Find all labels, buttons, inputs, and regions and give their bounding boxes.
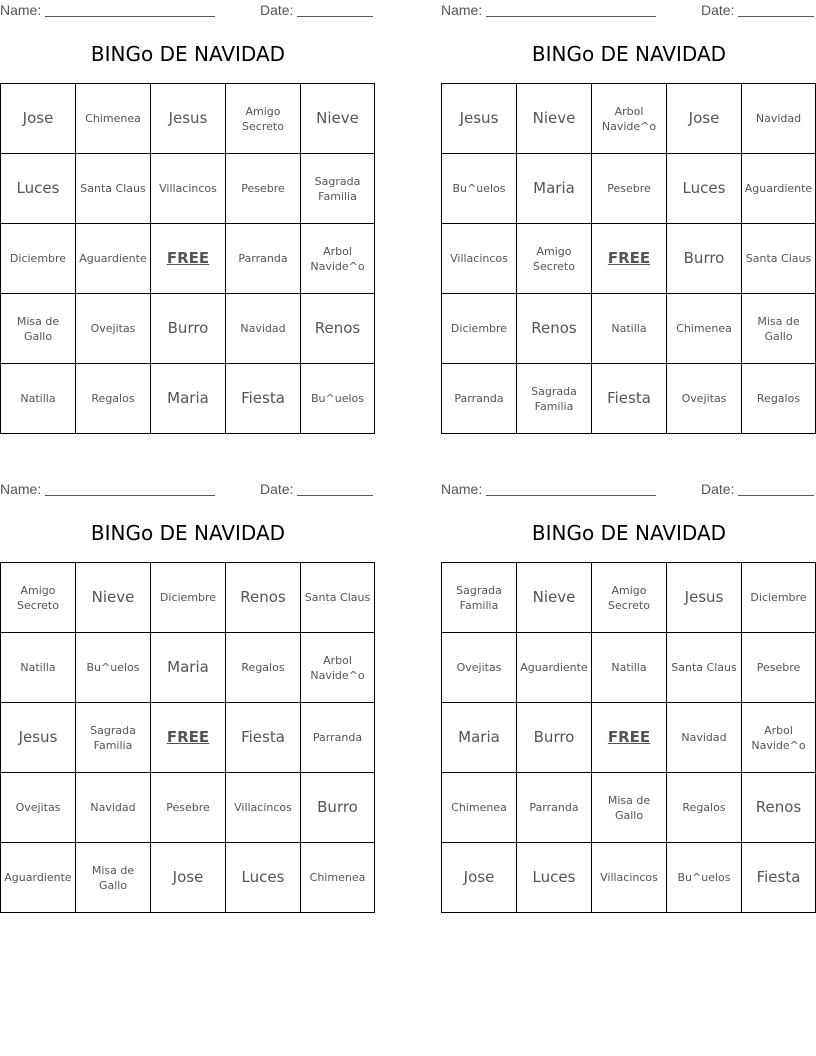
bingo-cell[interactable]: Sagrada Familia bbox=[517, 364, 592, 434]
date-blank-line[interactable] bbox=[297, 2, 373, 17]
bingo-cell[interactable]: Fiesta bbox=[592, 364, 667, 434]
name-blank-line[interactable] bbox=[45, 2, 215, 17]
name-label: Name: bbox=[0, 2, 42, 18]
bingo-cell[interactable]: Arbol Navide^o bbox=[592, 84, 667, 154]
bingo-cell[interactable]: Maria bbox=[442, 703, 517, 773]
bingo-cell[interactable]: Aguardiente bbox=[76, 224, 151, 294]
date-blank-line[interactable] bbox=[297, 481, 373, 496]
bingo-grid bbox=[0, 83, 375, 434]
bingo-cell[interactable]: Bu^uelos bbox=[76, 633, 151, 703]
bingo-cell[interactable]: Bu^uelos bbox=[301, 364, 375, 434]
bingo-cell[interactable]: Maria bbox=[151, 633, 226, 703]
bingo-card-4 bbox=[441, 479, 816, 919]
bingo-cell[interactable]: Sagrada Familia bbox=[442, 563, 517, 633]
name-blank-line[interactable] bbox=[486, 2, 656, 17]
bingo-cell[interactable]: Navidad bbox=[742, 84, 816, 154]
date-label: Date: bbox=[701, 2, 735, 18]
date-field bbox=[701, 2, 814, 18]
bingo-cell[interactable]: Ovejitas bbox=[1, 773, 76, 843]
bingo-cell[interactable]: Villacincos bbox=[226, 773, 301, 843]
bingo-cell[interactable]: Jose bbox=[667, 84, 742, 154]
bingo-cell[interactable]: Aguardiente bbox=[517, 633, 592, 703]
bingo-cell[interactable]: Misa de Gallo bbox=[1, 294, 76, 364]
date-field bbox=[260, 2, 373, 18]
bingo-card-1 bbox=[0, 0, 376, 440]
date-blank-line[interactable] bbox=[738, 2, 814, 17]
bingo-cell[interactable]: Maria bbox=[517, 154, 592, 224]
name-blank-line[interactable] bbox=[45, 481, 215, 496]
bingo-cell[interactable]: Parranda bbox=[442, 364, 517, 434]
bingo-cell[interactable]: Natilla bbox=[1, 633, 76, 703]
bingo-cell[interactable]: Jose bbox=[1, 84, 76, 154]
bingo-cell[interactable]: Misa de Gallo bbox=[592, 773, 667, 843]
bingo-cell[interactable]: Chimenea bbox=[301, 843, 375, 913]
bingo-cell[interactable]: Arbol Navide^o bbox=[301, 224, 375, 294]
bingo-cell[interactable]: Renos bbox=[226, 563, 301, 633]
bingo-cell[interactable]: Nieve bbox=[301, 84, 375, 154]
bingo-cell[interactable]: Natilla bbox=[592, 294, 667, 364]
bingo-cell[interactable]: Santa Claus bbox=[76, 154, 151, 224]
date-field bbox=[260, 481, 373, 497]
bingo-cell[interactable]: Diciembre bbox=[442, 294, 517, 364]
name-label: Name: bbox=[441, 481, 483, 497]
bingo-cell[interactable]: Parranda bbox=[301, 703, 375, 773]
bingo-cell[interactable]: Natilla bbox=[1, 364, 76, 434]
bingo-cell[interactable]: Aguardiente bbox=[742, 154, 816, 224]
bingo-cell[interactable]: Nieve bbox=[517, 84, 592, 154]
date-label: Date: bbox=[260, 2, 294, 18]
bingo-cell[interactable]: Ovejitas bbox=[667, 364, 742, 434]
bingo-cell[interactable]: Natilla bbox=[592, 633, 667, 703]
card-title: BINGo DE NAVIDAD bbox=[531, 521, 727, 545]
bingo-cell[interactable]: Burro bbox=[151, 294, 226, 364]
bingo-cell[interactable]: Misa de Gallo bbox=[76, 843, 151, 913]
name-field bbox=[441, 481, 656, 497]
free-space-cell[interactable]: FREE bbox=[592, 224, 667, 294]
bingo-cell[interactable]: Luces bbox=[1, 154, 76, 224]
bingo-cell[interactable]: Jesus bbox=[442, 84, 517, 154]
card-title: BINGo DE NAVIDAD bbox=[531, 42, 727, 66]
bingo-cell[interactable]: Regalos bbox=[76, 364, 151, 434]
date-label: Date: bbox=[260, 481, 294, 497]
bingo-cell[interactable]: Renos bbox=[301, 294, 375, 364]
bingo-card-2 bbox=[441, 0, 816, 440]
bingo-cell[interactable]: Ovejitas bbox=[76, 294, 151, 364]
bingo-cell[interactable]: Parranda bbox=[226, 224, 301, 294]
bingo-cell[interactable]: Sagrada Familia bbox=[76, 703, 151, 773]
bingo-cell[interactable]: Pesebre bbox=[742, 633, 816, 703]
date-label: Date: bbox=[701, 481, 735, 497]
bingo-card-3 bbox=[0, 479, 376, 919]
bingo-cell[interactable]: Jesus bbox=[151, 84, 226, 154]
bingo-cell[interactable]: Navidad bbox=[667, 703, 742, 773]
bingo-cell[interactable]: Arbol Navide^o bbox=[301, 633, 375, 703]
bingo-cell[interactable]: Chimenea bbox=[76, 84, 151, 154]
bingo-cell[interactable]: Diciembre bbox=[742, 563, 816, 633]
bingo-cell[interactable]: Burro bbox=[301, 773, 375, 843]
bingo-cell[interactable]: Burro bbox=[667, 224, 742, 294]
bingo-cell[interactable]: Santa Claus bbox=[667, 633, 742, 703]
date-blank-line[interactable] bbox=[738, 481, 814, 496]
date-field bbox=[701, 481, 814, 497]
bingo-cell[interactable]: Fiesta bbox=[226, 703, 301, 773]
bingo-cell[interactable]: Jose bbox=[151, 843, 226, 913]
bingo-cell[interactable]: Bu^uelos bbox=[442, 154, 517, 224]
name-label: Name: bbox=[441, 2, 483, 18]
bingo-cell[interactable]: Villacincos bbox=[592, 843, 667, 913]
name-field bbox=[0, 481, 215, 497]
bingo-cell[interactable]: Jesus bbox=[1, 703, 76, 773]
bingo-cell[interactable]: Navidad bbox=[76, 773, 151, 843]
bingo-cell[interactable]: Amigo Secreto bbox=[1, 563, 76, 633]
bingo-cell[interactable]: Renos bbox=[517, 294, 592, 364]
bingo-cell[interactable]: Pesebre bbox=[226, 154, 301, 224]
card-title: BINGo DE NAVIDAD bbox=[90, 521, 286, 545]
bingo-cell[interactable]: Misa de Gallo bbox=[742, 294, 816, 364]
bingo-cell[interactable]: Aguardiente bbox=[1, 843, 76, 913]
bingo-cell[interactable]: Nieve bbox=[517, 563, 592, 633]
name-label: Name: bbox=[0, 481, 42, 497]
bingo-grid bbox=[0, 562, 375, 913]
bingo-cell[interactable]: Arbol Navide^o bbox=[742, 703, 816, 773]
bingo-cell[interactable]: Navidad bbox=[226, 294, 301, 364]
bingo-grid bbox=[441, 83, 816, 434]
bingo-cell[interactable]: Nieve bbox=[76, 563, 151, 633]
bingo-cell[interactable]: Amigo Secreto bbox=[226, 84, 301, 154]
bingo-cell[interactable]: Amigo Secreto bbox=[592, 563, 667, 633]
name-field bbox=[441, 2, 656, 18]
bingo-cell[interactable]: Ovejitas bbox=[442, 633, 517, 703]
bingo-cell[interactable]: Fiesta bbox=[226, 364, 301, 434]
bingo-cell[interactable]: Jose bbox=[442, 843, 517, 913]
name-blank-line[interactable] bbox=[486, 481, 656, 496]
bingo-cell[interactable]: Sagrada Familia bbox=[301, 154, 375, 224]
bingo-grid bbox=[441, 562, 816, 913]
bingo-cell[interactable]: Villacincos bbox=[151, 154, 226, 224]
bingo-cell[interactable]: Regalos bbox=[226, 633, 301, 703]
free-space-cell[interactable]: FREE bbox=[151, 224, 226, 294]
bingo-cell[interactable]: Maria bbox=[151, 364, 226, 434]
bingo-cell[interactable]: Luces bbox=[226, 843, 301, 913]
bingo-cell[interactable]: Amigo Secreto bbox=[517, 224, 592, 294]
name-field bbox=[0, 2, 215, 18]
card-title: BINGo DE NAVIDAD bbox=[90, 42, 286, 66]
bingo-cell[interactable]: Jesus bbox=[667, 563, 742, 633]
bingo-cell[interactable]: Diciembre bbox=[1, 224, 76, 294]
bingo-cell[interactable]: Santa Claus bbox=[742, 224, 816, 294]
bingo-cell[interactable]: Santa Claus bbox=[301, 563, 375, 633]
bingo-cell[interactable]: Pesebre bbox=[151, 773, 226, 843]
bingo-cell[interactable]: Burro bbox=[517, 703, 592, 773]
bingo-cell[interactable]: Chimenea bbox=[442, 773, 517, 843]
bingo-cell[interactable]: Luces bbox=[667, 154, 742, 224]
free-space-cell[interactable]: FREE bbox=[592, 703, 667, 773]
bingo-cell[interactable]: Pesebre bbox=[592, 154, 667, 224]
bingo-cell[interactable]: Chimenea bbox=[667, 294, 742, 364]
free-space-cell[interactable]: FREE bbox=[151, 703, 226, 773]
bingo-cell[interactable]: Parranda bbox=[517, 773, 592, 843]
bingo-cell[interactable]: Renos bbox=[742, 773, 816, 843]
bingo-cell[interactable]: Bu^uelos bbox=[667, 843, 742, 913]
bingo-cell[interactable]: Villacincos bbox=[442, 224, 517, 294]
bingo-cell[interactable]: Luces bbox=[517, 843, 592, 913]
bingo-cell[interactable]: Fiesta bbox=[742, 843, 816, 913]
bingo-cell[interactable]: Regalos bbox=[742, 364, 816, 434]
bingo-cell[interactable]: Diciembre bbox=[151, 563, 226, 633]
bingo-cell[interactable]: Regalos bbox=[667, 773, 742, 843]
